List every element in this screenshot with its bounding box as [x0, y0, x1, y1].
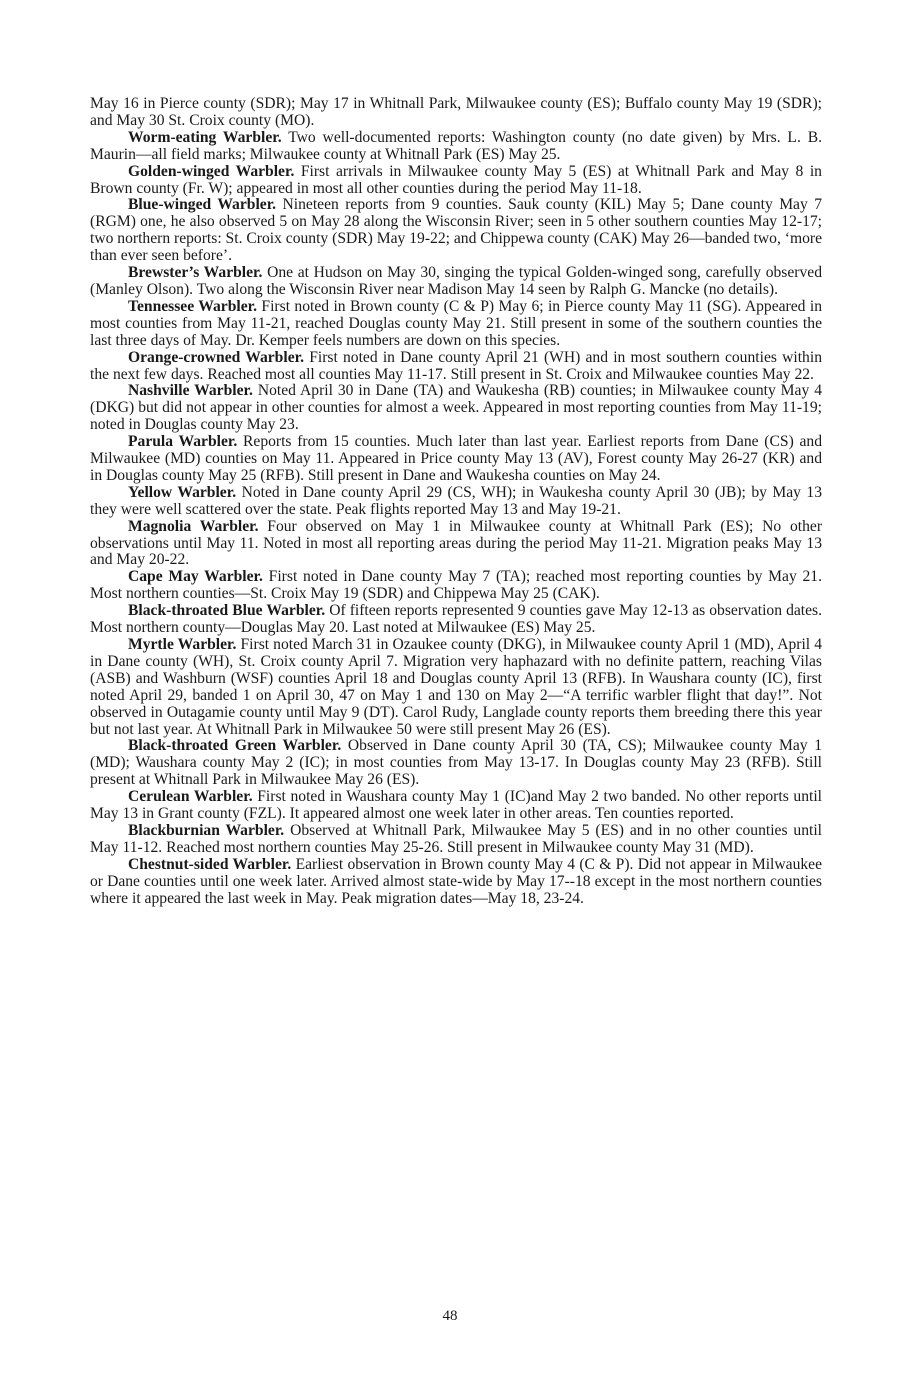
species-name: Myrtle Warbler. [128, 636, 237, 653]
species-entry [90, 299, 822, 350]
species-entry [90, 857, 822, 908]
species-account: Observed at Whitnall Park, Milwaukee May 5 (ES) and in no other counties until May 11-12. Reached most northern counties May 25-26. Still present in Milwaukee county May 31 (MD). [90, 821, 822, 856]
species-account: Four observed on May 1 in Milwaukee county at Whitnall Park (ES); No other observations until May 11. Noted in most all reporting areas during the period May 11-21. Migration peaks May 13 and May 20-22. [90, 517, 823, 569]
species-account: First noted in Dane county May 7 (TA); reached most reporting counties by May 21. Most northern counties—St. Croix May 19 (SDR) and Chippewa May 25 (CAK). [90, 568, 823, 603]
species-name: Yellow Warbler. [128, 483, 237, 501]
species-entry [90, 823, 822, 857]
species-entry [90, 637, 822, 738]
document-body [90, 96, 822, 908]
species-account: First noted in Dane county April 21 (WH) and in most southern counties within the next few days. Reached most all counties May 11-17. Still present in St. Croix and Milwaukee counties May 22. [90, 348, 822, 383]
species-account: First noted March 31 in Ozaukee county (DKG), in Milwaukee county April 1 (MD), April 4 in Dane county (WH), St. Croix county April 7. Migration very haphazard with no definite pattern, reaching Vilas (ASB) and Washburn (WSF) counties April 18 and Douglas county April 13 (RFB). In Waushara county (IC), first noted April 29, banded 1 on April 30, 47 on May 1 and 130 on May 2—“A terrific warbler flight that day!”. Not observed in Outagamie county until May 9 (DT). Carol Rudy, Langlade county reports them breeding there this year but not last year. At Whitnall Park in Milwaukee 50 were still present May 26 (ES). [90, 636, 822, 738]
species-account: First arrivals in Milwaukee county May 5 (ES) at Whitnall Park and May 8 in Brown county (Fr. W); appeared in most all other counties during the period May 11-18. [90, 162, 822, 197]
species-name: Blackburnian Warbler. [128, 821, 285, 839]
species-account: Of fifteen reports represented 9 counties gave May 12-13 as observation dates. Most northern county—Douglas May 20. Last noted at Milwaukee (ES) May 25. [90, 602, 823, 637]
species-name: Cerulean Warbler. [128, 788, 253, 806]
species-entry [90, 519, 822, 570]
species-name: Tennessee Warbler. [128, 297, 258, 315]
species-name: Worm-eating Warbler. [128, 128, 282, 146]
species-name: Black-throated Blue Warbler. [128, 602, 326, 620]
species-account: Observed in Dane county April 30 (TA, CS); Milwaukee county May 1 (MD); Waushara county May 2 (IC); in most counties from May 13-17. In Douglas county May 23 (RFB). Still present at Whitnall Park in Milwaukee May 26 (ES). [90, 737, 822, 789]
species-account: First noted in Waushara county May 1 (IC)and May 2 two banded. No other reports until May 13 in Grant county (FZL). It appeared almost one week later in other areas. Ten counties reported. [90, 788, 822, 823]
species-name: Parula Warbler. [128, 433, 238, 451]
species-name: Magnolia Warbler. [128, 517, 259, 535]
species-entry [90, 164, 822, 198]
species-entry [90, 130, 822, 164]
species-entry [90, 265, 822, 299]
species-entries [90, 130, 822, 908]
species-name: Chestnut-sided Warbler. [128, 855, 292, 873]
species-account: Reports from 15 counties. Much later than last year. Earliest reports from Dane (CS) and Milwaukee (MD) counties on May 11. Appeared in Price county May 13 (AV), Forest county May 26-27 (KR) and in Douglas county May 25 (RFB). Still present in Dane and Waukesha counties on May 24. [90, 433, 822, 484]
intro-paragraph: May 16 in Pierce county (SDR); May 17 in Whitnall Park, Milwaukee county (ES); Buffalo county May 19 (SDR); and May 30 St. Croix county (MO). [90, 95, 822, 129]
species-entry [90, 434, 822, 485]
species-name: Orange-crowned Warbler. [128, 348, 304, 366]
species-account: Nineteen reports from 9 counties. Sauk county (KIL) May 5; Dane county May 7 (RGM) one, he also observed 5 on May 28 along the Wisconsin River; seen in 5 other southern counties May 12-17; two northern reports: St. Croix county (SDR) May 19-22; and Chippewa county (CAK) May 26—banded two, ‘more than ever seen before’. [90, 196, 822, 265]
species-name: Blue-winged Warbler. [128, 196, 277, 214]
species-name: Brewster’s Warbler. [128, 264, 263, 282]
species-entry [90, 485, 822, 519]
species-account: One at Hudson on May 30, singing the typical Golden-winged song, carefully observed (Manley Olson). Two along the Wisconsin River near Madison May 14 seen by Ralph G. Mancke (no details). [90, 264, 822, 298]
species-name: Nashville Warbler. [128, 382, 253, 400]
species-entry [90, 197, 822, 265]
species-account: Noted in Dane county April 29 (CS, WH); in Waukesha county April 30 (JB); by May 13 they were well scattered over the state. Peak flights reported May 13 and May 19-21. [90, 483, 823, 518]
species-entry [90, 350, 822, 384]
species-name: Cape May Warbler. [128, 568, 263, 586]
species-entry [90, 383, 822, 434]
species-account: Earliest observation in Brown county May 4 (C & P). Did not appear in Milwaukee or Dane counties until one week later. Arrived almost state-wide by May 17--18 except in the most northern counties where it appeared the last week in May. Peak migration dates—May 18, 23-24. [90, 855, 823, 907]
species-entry [90, 738, 822, 789]
species-account: Two well-documented reports: Washington county (no date given) by Mrs. L. B. Maurin—all field marks; Milwaukee county at Whitnall Park (ES) May 25. [90, 128, 822, 163]
species-name: Black-throated Green Warbler. [128, 737, 342, 755]
species-account: First noted in Brown county (C & P) May 6; in Pierce county May 11 (SG). Appeared in most counties from May 11-21, reached Douglas county May 21. Still present in some of the southern counties the last three days of May. Dr. Kemper feels numbers are down on this species. [90, 297, 822, 349]
species-entry [90, 569, 822, 603]
page-number: 48 [442, 1308, 458, 1324]
species-entry [90, 789, 822, 823]
species-entry [90, 603, 822, 637]
species-account: Noted April 30 in Dane (TA) and Waukesha (RB) counties; in Milwaukee county May 4 (DKG) but did not appear in other counties for almost a week. Appeared in most reporting counties from May 11-19; noted in Douglas county May 23. [90, 382, 822, 434]
species-name: Golden-winged Warbler. [128, 162, 295, 180]
